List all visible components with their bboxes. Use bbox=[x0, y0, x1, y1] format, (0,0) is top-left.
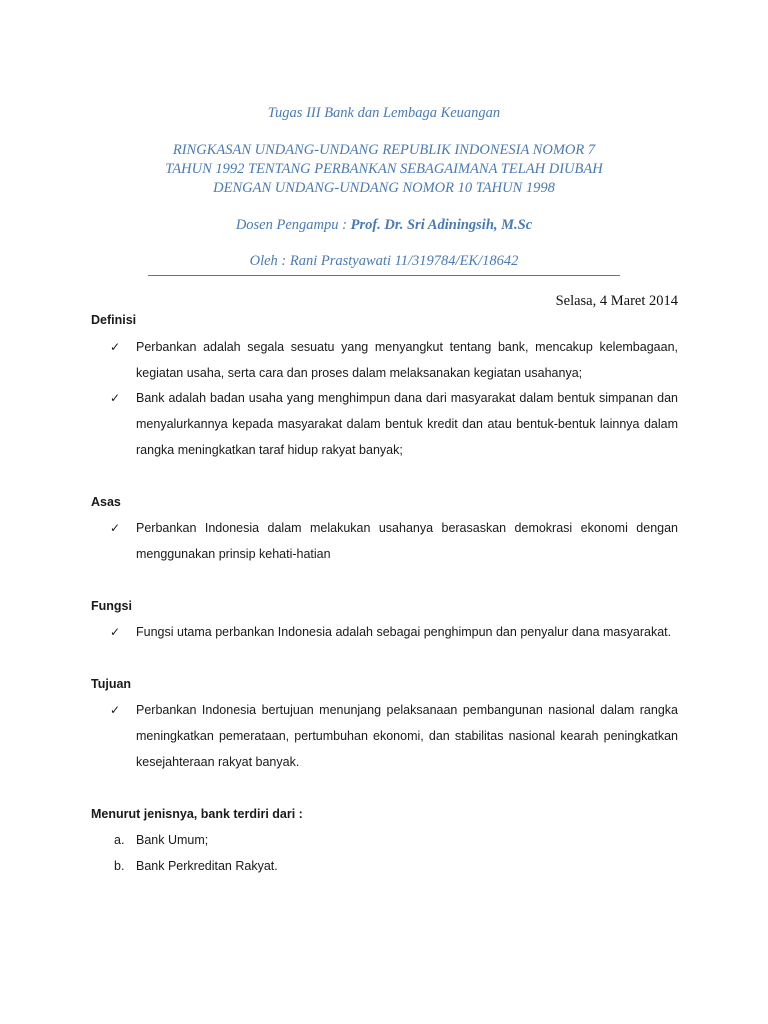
lecturer-label: Dosen Pengampu : bbox=[235, 217, 351, 233]
list-item-text: Perbankan Indonesia dalam melakukan usahanya berasaskan demokrasi ekonomi dengan menggunakan prinsip kehati-hatian bbox=[136, 521, 678, 561]
document-date: Selasa, 4 Maret 2014 bbox=[555, 293, 678, 309]
list-item bbox=[110, 697, 678, 775]
list-item-text: Perbankan adalah segala sesuatu yang menyangkut tentang bank, mencakup kelembagaan, kegiatan usaha, serta cara dan proses dalam melaksanakan kegiatan usahanya; bbox=[136, 340, 678, 380]
list-item bbox=[110, 334, 678, 386]
section-title-asas: Asas bbox=[91, 495, 121, 509]
list-item-text: Bank Perkreditan Rakyat. bbox=[136, 859, 278, 873]
check-icon: ✓ bbox=[110, 391, 121, 405]
list-item bbox=[110, 619, 678, 645]
list-item-text: Bank adalah badan usaha yang menghimpun dana dari masyarakat dalam bentuk simpanan dan menyalurkannya kepada masyarakat dalam bentuk kredit dan atau bentuk-bentuk lainnya dalam rangka meningkatkan taraf hidup rakyat banyak; bbox=[136, 391, 678, 457]
check-icon: ✓ bbox=[110, 340, 121, 354]
document-header bbox=[148, 103, 620, 271]
list-item bbox=[110, 827, 678, 853]
list-marker: b. bbox=[114, 859, 125, 873]
list-marker: a. bbox=[114, 833, 125, 847]
document-title: RINGKASAN UNDANG-UNDANG REPUBLIK INDONESIA NOMOR 7 TAHUN 1992 TENTANG PERBANKAN SEBAGAIMANA TELAH DIUBAH DENGAN UNDANG-UNDANG NOMOR 10 TAHUN 1998 bbox=[165, 142, 603, 196]
check-icon: ✓ bbox=[110, 625, 121, 639]
list-item-text: Perbankan Indonesia bertujuan menunjang pelaksanaan pembangunan nasional dalam rangka meningkatkan pemerataan, pertumbuhan ekonomi, dan stabilitas nasional kearah peningkatkan kesejahteraan rakyat banyak. bbox=[136, 703, 678, 769]
course-title: Tugas III Bank dan Lembaga Keuangan bbox=[267, 105, 501, 121]
section-title-tujuan: Tujuan bbox=[91, 677, 132, 691]
lecturer-line bbox=[148, 215, 620, 235]
lecturer-name: Prof. Dr. Sri Adiningsih, M.Sc bbox=[350, 217, 533, 233]
list-item bbox=[110, 853, 678, 879]
list-item-text: Bank Umum; bbox=[136, 833, 209, 847]
list-item bbox=[110, 385, 678, 463]
list-item bbox=[110, 515, 678, 567]
check-icon: ✓ bbox=[110, 521, 121, 535]
author-line: Oleh : Rani Prastyawati 11/319784/EK/18642 bbox=[249, 253, 519, 269]
list-item-text: Fungsi utama perbankan Indonesia adalah sebagai penghimpun dan penyalur dana masyarakat. bbox=[136, 625, 672, 639]
check-icon: ✓ bbox=[110, 703, 121, 717]
section-title-jenis: Menurut jenisnya, bank terdiri dari : bbox=[91, 807, 303, 821]
section-title-definisi: Definisi bbox=[91, 313, 137, 327]
header-divider bbox=[148, 275, 620, 276]
section-title-fungsi: Fungsi bbox=[91, 599, 132, 613]
